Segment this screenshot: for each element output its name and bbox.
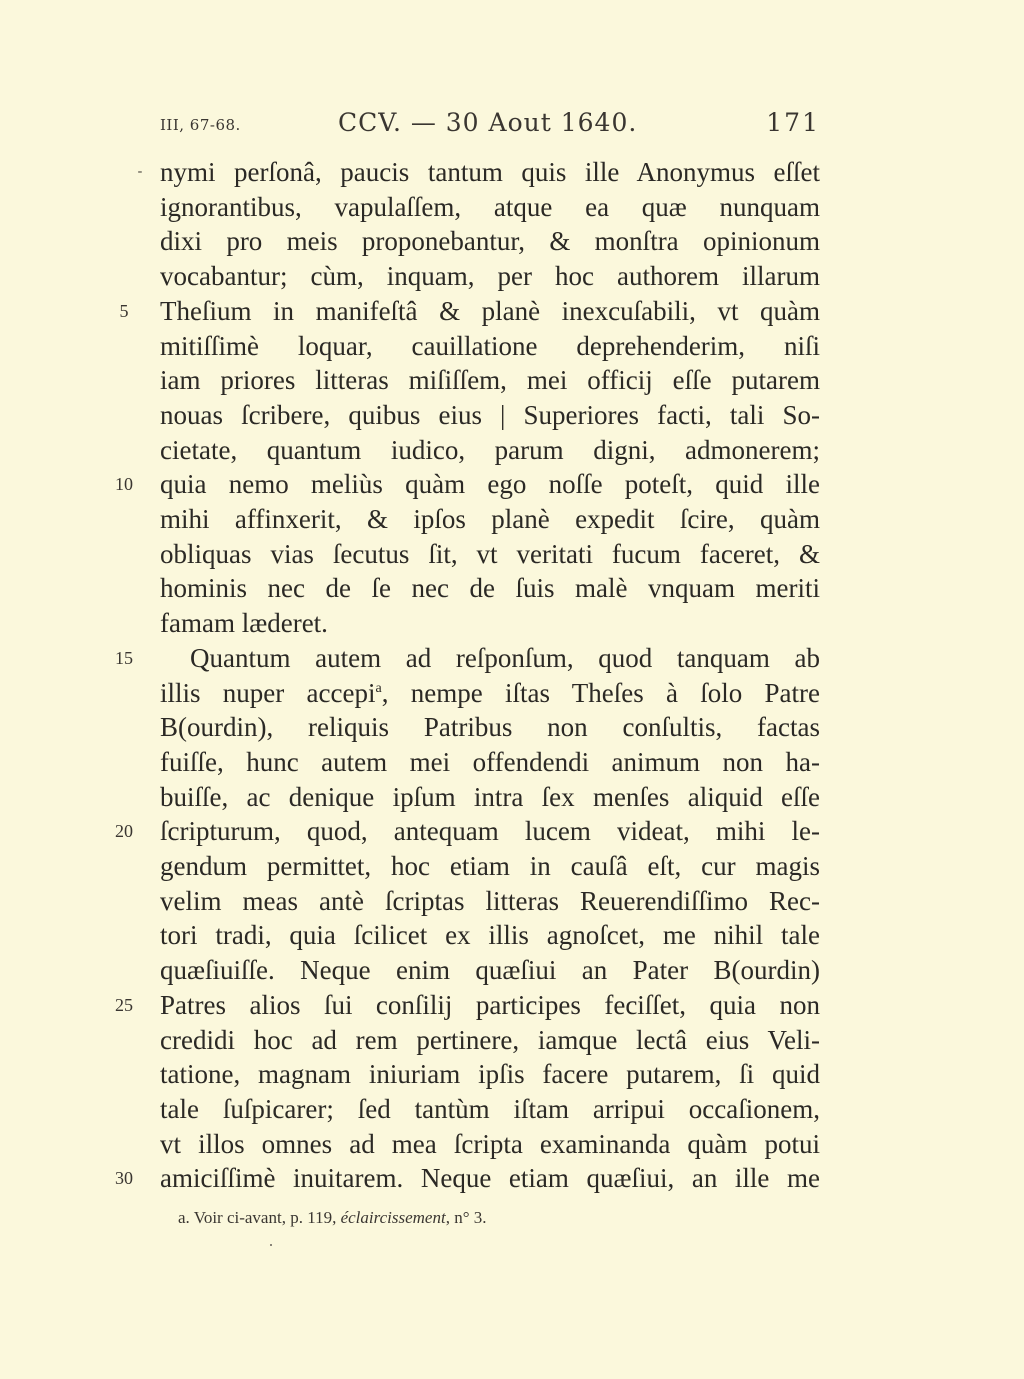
line-marker: - xyxy=(137,164,143,179)
text-line: famam læderet. xyxy=(160,608,328,639)
text-line: amiciſſimè inuitarem. Neque etiam quæſiui, an ille me xyxy=(160,1163,820,1194)
text-line: obliquas vias ſecutus ſit, vt veritati fucum faceret, & xyxy=(160,538,820,569)
footnote-tail-text: , n° 3. xyxy=(445,1208,487,1227)
line-number: 20 xyxy=(115,821,133,842)
text-segment: illis nuper accepi xyxy=(160,677,376,708)
line-number: 25 xyxy=(115,994,133,1015)
line-number: 30 xyxy=(115,1168,133,1189)
text-line: mihi affinxerit, & ipſos planè expedit ſcire, quàm xyxy=(160,504,820,534)
text-line: tatione, magnam iniuriam ipſis facere putarem, ſi quid xyxy=(160,1059,820,1090)
text-line: gendum permittet, hoc etiam in cauſâ eſt, cur magis xyxy=(160,851,820,881)
text-line: vocabantur; cùm, inquam, per hoc authorem illarum xyxy=(160,261,820,292)
text-line: Theſium in manifeſtâ & planè inexcuſabili, vt quàm xyxy=(160,295,820,326)
text-line: B(ourdin), reliquis Patribus non conſultis, factas xyxy=(160,712,820,743)
text-line: velim meas antè ſcriptas litteras Reuerendiſſimo Rec- xyxy=(160,885,820,916)
text-line: mitiſſimè loquar, cauillatione deprehenderim, niſi xyxy=(160,330,820,361)
page-number: 171 xyxy=(766,108,820,137)
line-number: 15 xyxy=(115,647,133,668)
line-number: 5 xyxy=(119,300,129,321)
text-line: tori tradi, quia ſcilicet ex illis agnoſcet, me nihil tale xyxy=(160,920,820,951)
text-line: quia nemo meliùs quàm ego noſſe poteſt, quid ille xyxy=(160,469,820,500)
text-line: ignorantibus, vapulaſſem, atque ea quæ nunquam xyxy=(160,191,820,222)
text-line: cietate, quantum iudico, parum digni, admonerem; xyxy=(160,434,820,465)
text-segment: , nempe iſtas Theſes à ſolo Patre xyxy=(381,677,820,708)
line-number: 10 xyxy=(115,474,133,495)
text-line: fuiſſe, hunc autem mei offendendi animum non ha- xyxy=(160,746,820,777)
text-line: Patres alios ſui conſilij participes feciſſet, quia non xyxy=(160,989,820,1020)
text-line: ſcripturum, quod, antequam lucem videat, mihi le- xyxy=(160,816,820,847)
footnote xyxy=(178,1208,487,1228)
volume-page-reference: III, 67-68. xyxy=(160,116,241,134)
paper-speck xyxy=(270,1244,272,1246)
text-line: iam priores litteras miſiſſem, mei officij eſſe putarem xyxy=(160,365,820,396)
text-line: nouas ſcribere, quibus eius | Superiores facti, tali So- xyxy=(160,399,820,430)
text-line: dixi pro meis proponebantur, & monſtra opinionum xyxy=(160,226,820,257)
text-line: tale ſuſpicarer; ſed tantùm iſtam arripui occaſionem, xyxy=(160,1093,820,1124)
text-line: credidi hoc ad rem pertinere, iamque lectâ eius Veli- xyxy=(160,1024,820,1055)
text-line: buiſſe, ac denique ipſum intra ſex menſes aliquid eſſe xyxy=(160,781,820,812)
letter-heading: CCV. — 30 Aout 1640. xyxy=(338,108,638,137)
footnote-italic-text: éclaircissement xyxy=(340,1208,446,1227)
text-line: Quantum autem ad reſponſum, quod tanquam ab xyxy=(190,642,820,673)
text-line: hominis nec de ſe nec de ſuis malè vnquam meriti xyxy=(160,573,820,604)
footnote-text: a. Voir ci-avant, p. 119, xyxy=(178,1208,337,1227)
running-header xyxy=(160,108,820,148)
text-line: quæſiuiſſe. Neque enim quæſiui an Pater B(ourdin) xyxy=(160,955,820,986)
text-line: nymi perſonâ, paucis tantum quis ille Anonymus eſſet xyxy=(160,157,820,187)
footnote-marker: a xyxy=(375,680,382,696)
text-line xyxy=(160,676,820,710)
text-line: vt illos omnes ad mea ſcripta examinanda quàm potui xyxy=(160,1128,820,1159)
